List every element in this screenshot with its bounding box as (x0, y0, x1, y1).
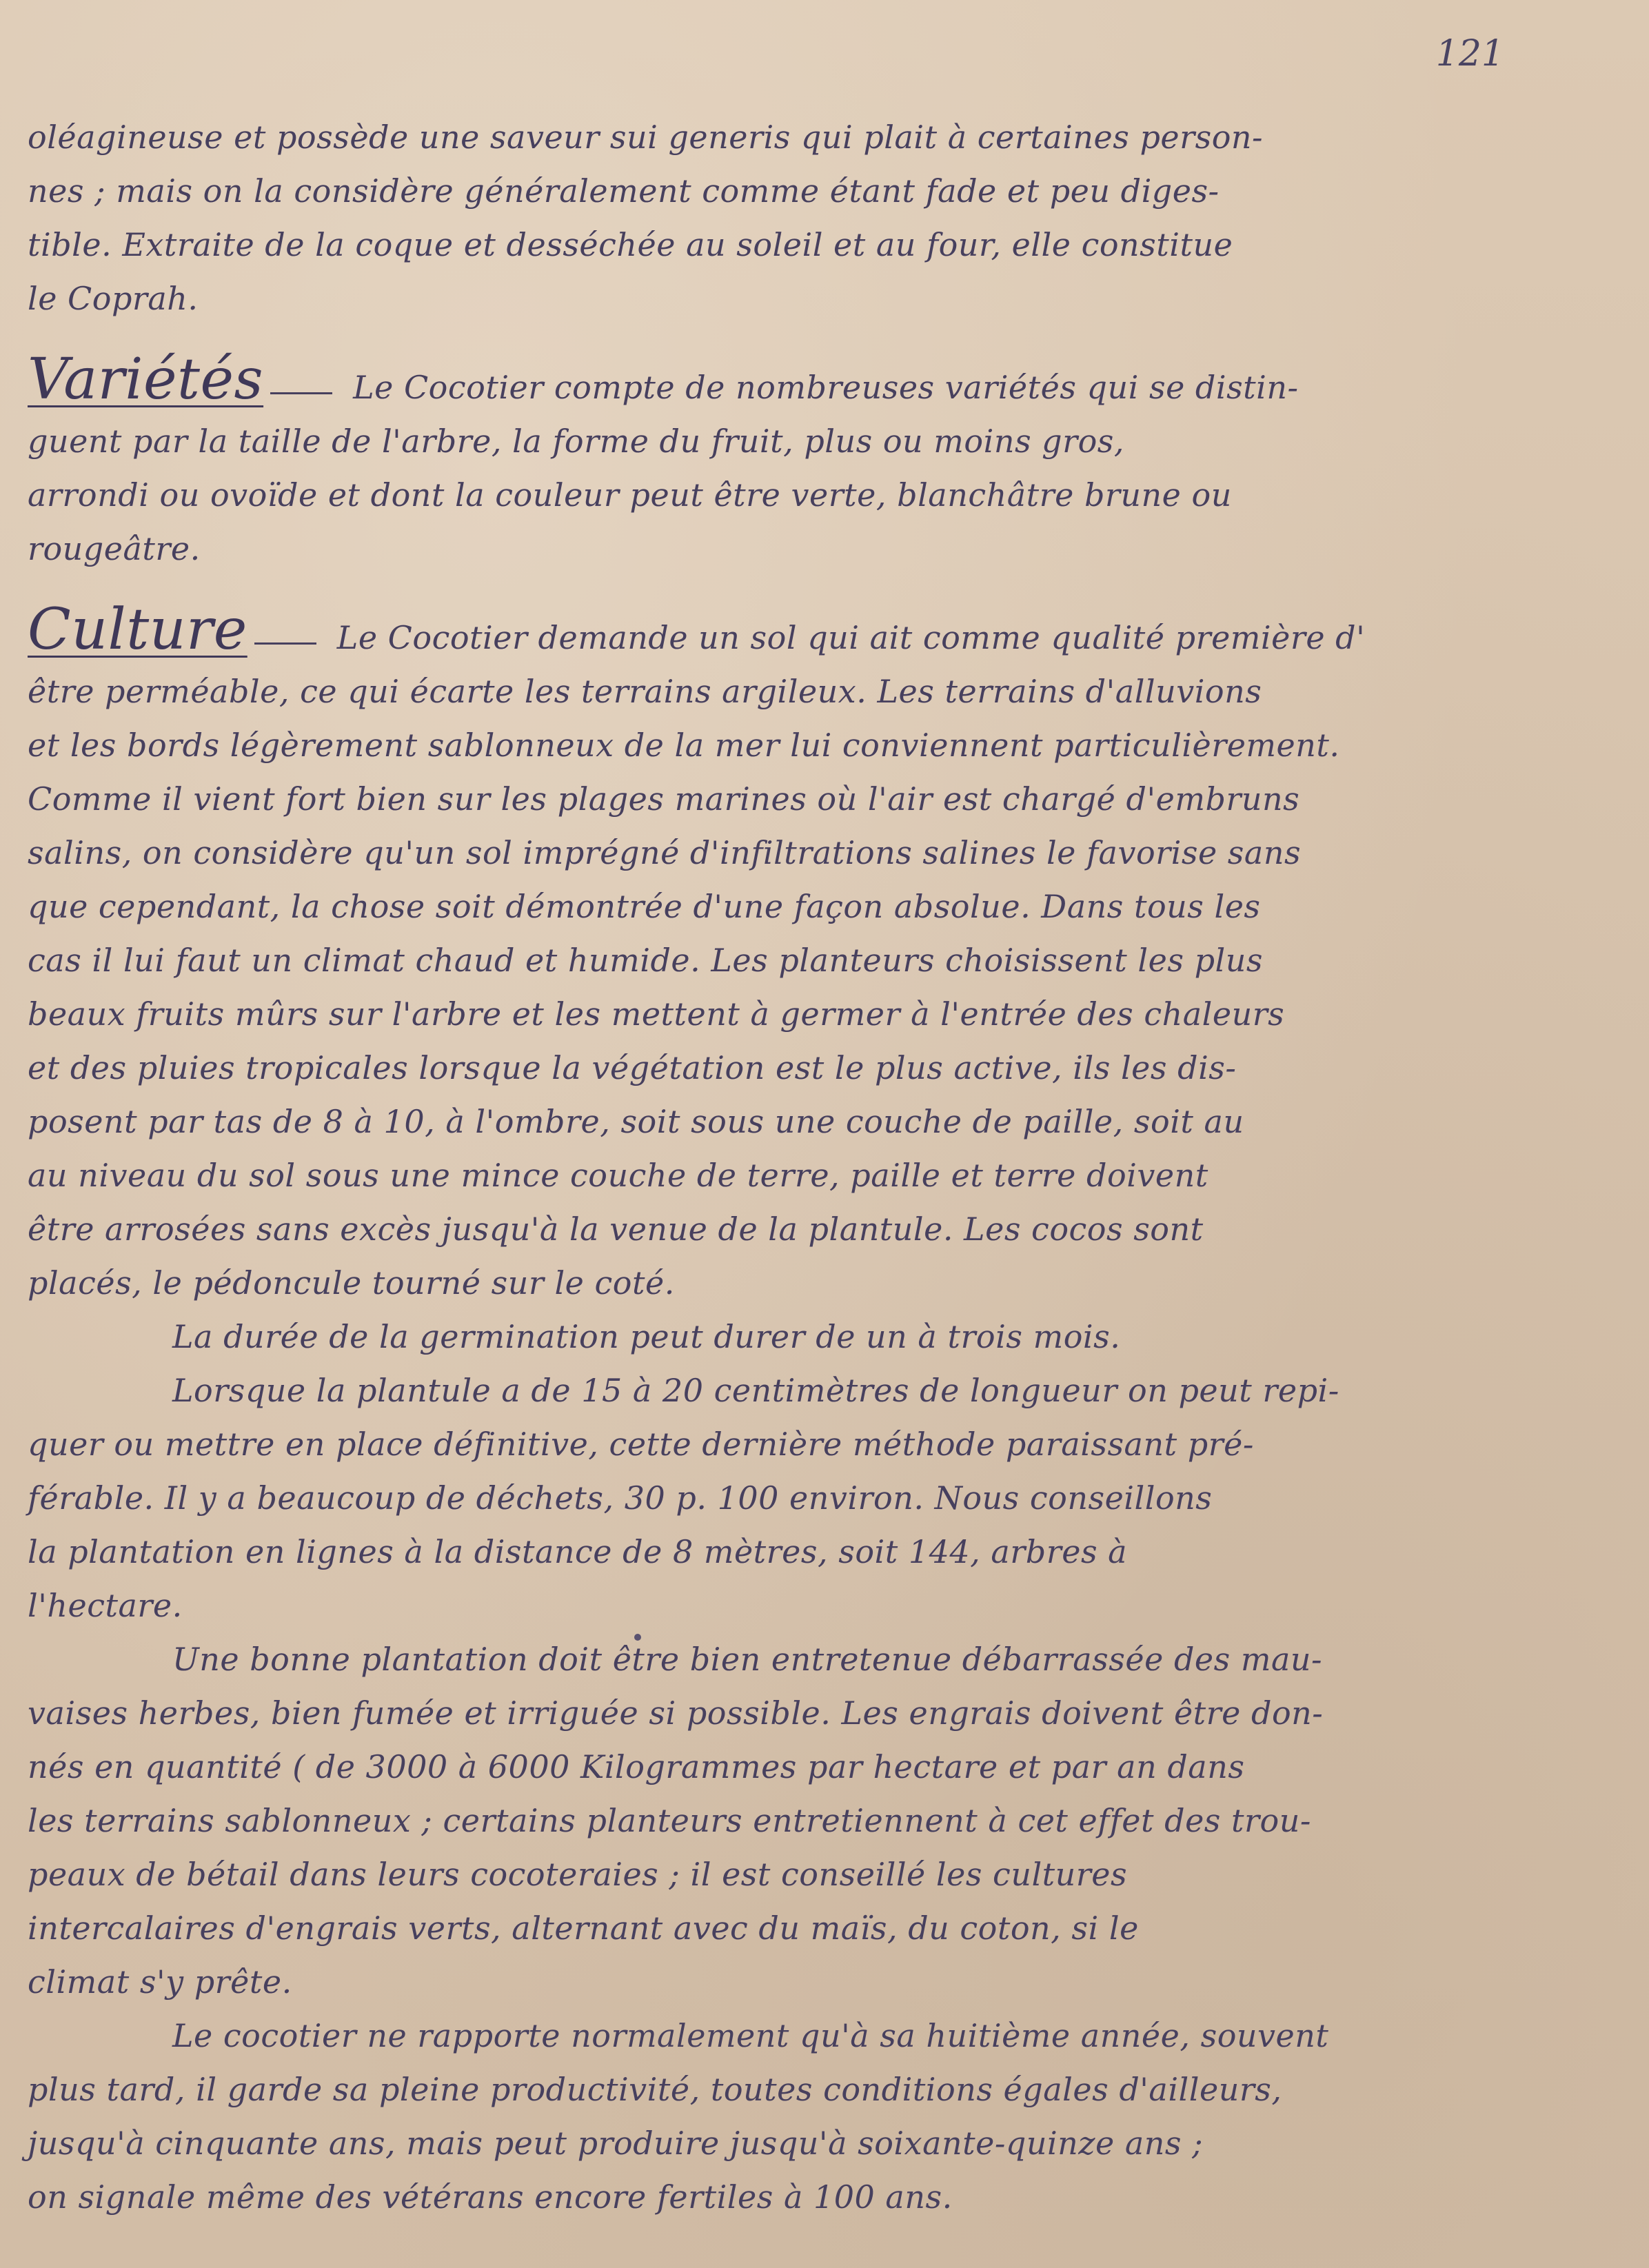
text-line: tible. Extraite de la coque et desséchée au soleil et au four, elle constitue (28, 226, 1233, 263)
text-line: les terrains sablonneux ; certains planteurs entretiennent à cet effet des trou- (28, 1802, 1311, 1839)
ink-dot (634, 1634, 641, 1641)
text-line: être perméable, ce qui écarte les terrains argileux. Les terrains d'alluvions (28, 673, 1262, 710)
text-line: que cependant, la chose soit démontrée d'une façon absolue. Dans tous les (28, 888, 1261, 925)
text-line: et les bords légèrement sablonneux de la mer lui conviennent particulièrement. (28, 727, 1340, 764)
heading-dash (254, 642, 316, 645)
text-line: Le cocotier ne rapporte normalement qu'à sa huitième année, souvent (172, 2017, 1329, 2054)
varietes-heading: Variétés (28, 347, 264, 412)
text-line: la plantation en lignes à la distance de 8 mètres, soit 144, arbres à (28, 1533, 1128, 1570)
text-line: peaux de bétail dans leurs cocoteraies ; il est conseillé les cultures (28, 1856, 1128, 1893)
varietes-first-line (28, 347, 1524, 414)
text-line: être arrosées sans excès jusqu'à la venue de la plantule. Les cocos sont (28, 1211, 1204, 1248)
text-line: placés, le pédoncule tourné sur le coté. (28, 1264, 675, 1302)
text-line: Le Cocotier compte de nombreuses variétés qui se distin- (353, 369, 1299, 406)
text-line: beaux fruits mûrs sur l'arbre et les mettent à germer à l'entrée des chaleurs (28, 995, 1285, 1033)
text-line: férable. Il y a beaucoup de déchets, 30 p. 100 environ. Nous conseillons (28, 1479, 1213, 1517)
text-line: cas il lui faut un climat chaud et humide. Les planteurs choisissent les plus (28, 942, 1263, 979)
handwritten-text-body (28, 110, 1524, 2224)
heading-dash (270, 392, 332, 394)
text-line: vaises herbes, bien fumée et irriguée si possible. Les engrais doivent être don- (28, 1694, 1324, 1732)
text-line: guent par la taille de l'arbre, la forme du fruit, plus ou moins gros, (28, 423, 1125, 460)
page-number: 121 (1435, 33, 1504, 74)
text-line: intercalaires d'engrais verts, alternant avec du maïs, du coton, si le (28, 1910, 1139, 1947)
text-line: Une bonne plantation doit être bien entretenue débarrassée des mau- (172, 1641, 1323, 1678)
text-line: au niveau du sol sous une mince couche de terre, paille et terre doivent (28, 1157, 1208, 1194)
text-line: Le Cocotier demande un sol qui ait comme qualité première d' (336, 619, 1366, 656)
text-line: quer ou mettre en place définitive, cette dernière méthode paraissant pré- (28, 1426, 1254, 1463)
text-line: l'hectare. (28, 1587, 183, 1624)
culture-heading: Culture (28, 597, 247, 662)
culture-first-line (28, 597, 1524, 665)
text-line: salins, on considère qu'un sol imprégné d'infiltrations salines le favorise sans (28, 834, 1302, 871)
text-line: Lorsque la plantule a de 15 à 20 centimètres de longueur on peut repi- (172, 1372, 1339, 1409)
text-line: nes ; mais on la considère généralement comme étant fade et peu diges- (28, 172, 1220, 210)
text-line: Comme il vient fort bien sur les plages marines où l'air est chargé d'embruns (28, 780, 1300, 818)
text-line: climat s'y prête. (28, 1963, 292, 2001)
text-line: jusqu'à cinquante ans, mais peut produire jusqu'à soixante-quinze ans ; (28, 2125, 1204, 2162)
text-line: le Coprah. (28, 280, 199, 317)
text-line: plus tard, il garde sa pleine productivité, toutes conditions égales d'ailleurs, (28, 2071, 1282, 2108)
text-line: on signale même des vétérans encore fertiles à 100 ans. (28, 2178, 953, 2216)
text-line: rougeâtre. (28, 530, 201, 567)
text-line: nés en quantité ( de 3000 à 6000 Kilogrammes par hectare et par an dans (28, 1748, 1245, 1785)
germination-line: La durée de la germination peut durer de un à trois mois. (172, 1318, 1121, 1355)
text-line: oléagineuse et possède une saveur sui generis qui plait à certaines person- (28, 119, 1264, 156)
text-line: arrondi ou ovoïde et dont la couleur peut être verte, blanchâtre brune ou (28, 476, 1232, 514)
text-line: et des pluies tropicales lorsque la végétation est le plus active, ils les dis- (28, 1049, 1237, 1086)
text-line: posent par tas de 8 à 10, à l'ombre, soit sous une couche de paille, soit au (28, 1103, 1244, 1140)
